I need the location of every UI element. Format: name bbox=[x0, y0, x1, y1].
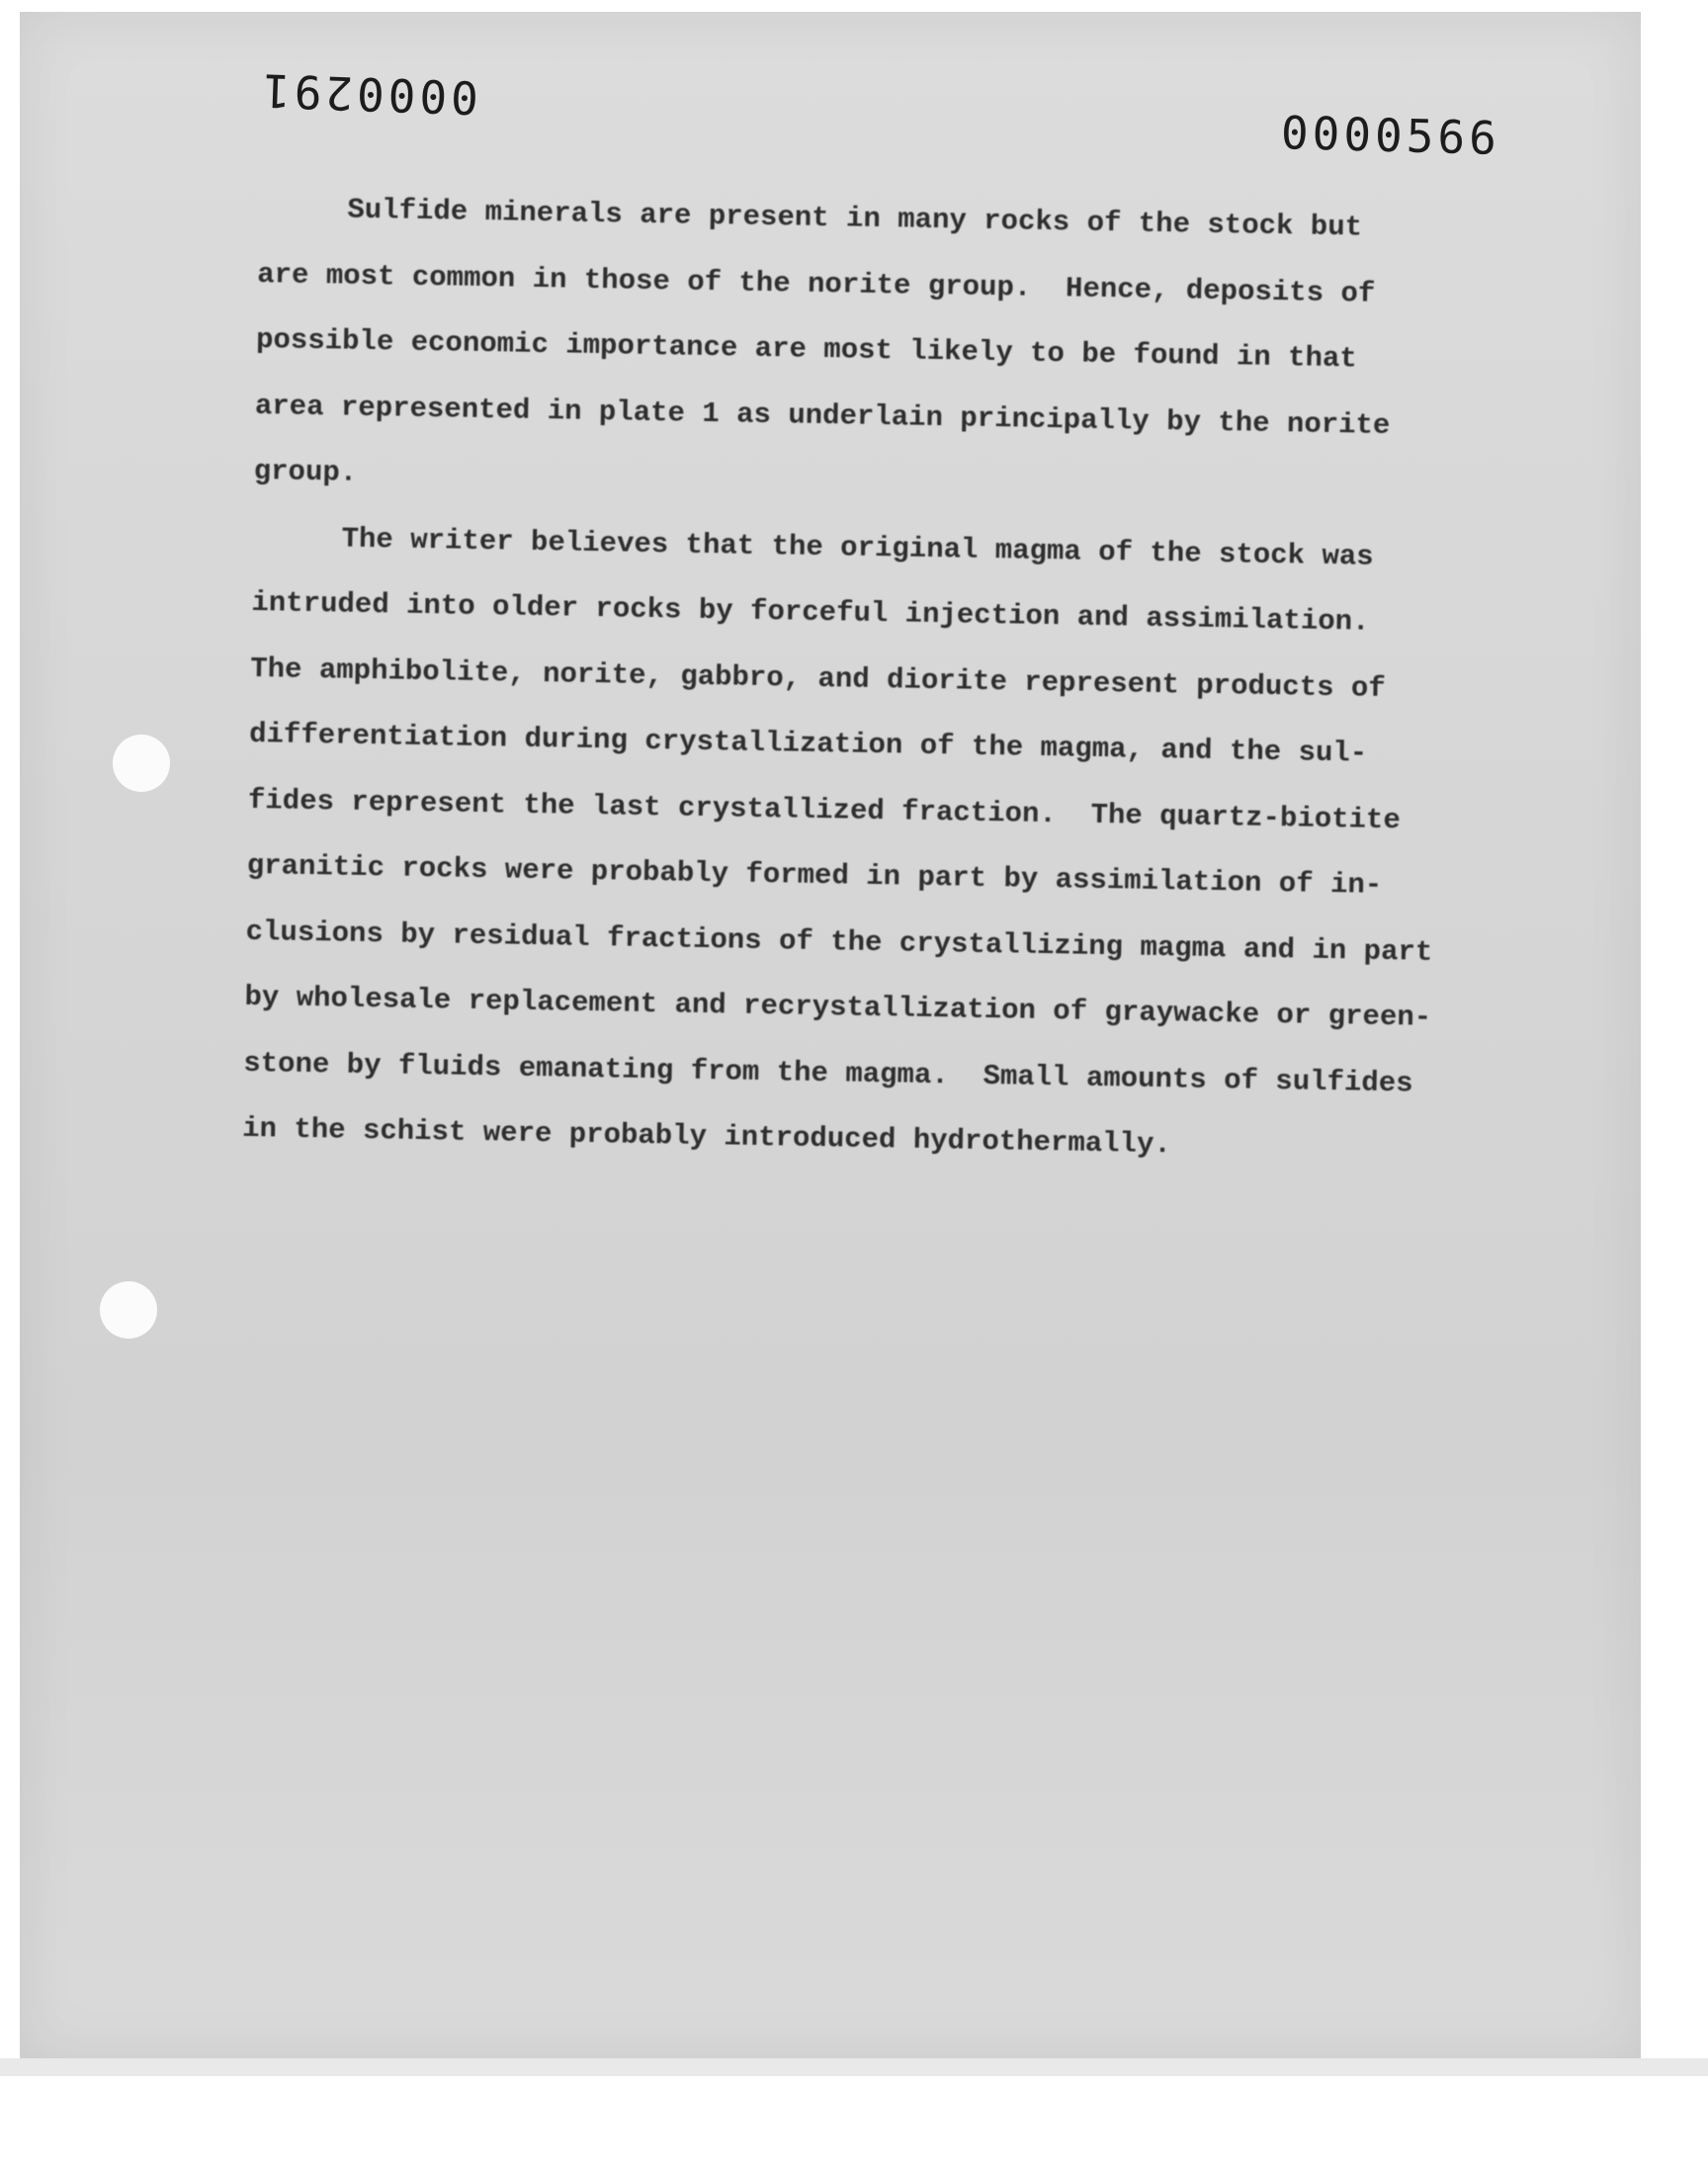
text-line: possible economic importance are most likely to be found in that bbox=[255, 322, 1358, 376]
text-line: Sulfide minerals are present in many rocks of the stock but bbox=[347, 193, 1363, 244]
text-line: differentiation during crystallization of the magma, and the sul- bbox=[248, 717, 1368, 770]
text-line: are most common in those of the norite group. Hence, deposits of bbox=[256, 257, 1376, 310]
text-line: granitic rocks were probably formed in part by assimilation of in- bbox=[246, 848, 1383, 902]
text-line: intruded into older rocks by forceful injection and assimilation. bbox=[251, 585, 1370, 639]
punch-hole-upper bbox=[113, 735, 170, 792]
text-line: fides represent the last crystallized fraction. The quartz-biotite bbox=[247, 783, 1402, 836]
text-line: by wholesale replacement and recrystallization of graywacke or green- bbox=[244, 980, 1432, 1034]
paragraph-2 bbox=[241, 504, 1433, 1181]
text-line: group. bbox=[253, 454, 358, 489]
mirrored-stamp-number: 0000291 bbox=[258, 63, 479, 125]
text-line: The amphibolite, norite, gabbro, and diorite represent products of bbox=[250, 652, 1387, 705]
page-number-stamp: 0000566 bbox=[1280, 106, 1501, 165]
text-line: The writer believes that the original magma of the stock was bbox=[341, 522, 1374, 573]
text-line: area represented in plate 1 as underlain principally by the norite bbox=[254, 389, 1391, 442]
paragraph-1 bbox=[253, 176, 1425, 525]
scan-edge bbox=[0, 2058, 1708, 2076]
text-line: in the schist were probably introduced hydrothermally. bbox=[241, 1111, 1172, 1162]
document-body bbox=[241, 176, 1433, 1182]
text-line: clusions by residual fractions of the crystallizing magma and in part bbox=[245, 914, 1433, 969]
punch-hole-lower bbox=[100, 1281, 157, 1339]
text-line: stone by fluids emanating from the magma. Small amounts of sulfides bbox=[243, 1046, 1413, 1100]
